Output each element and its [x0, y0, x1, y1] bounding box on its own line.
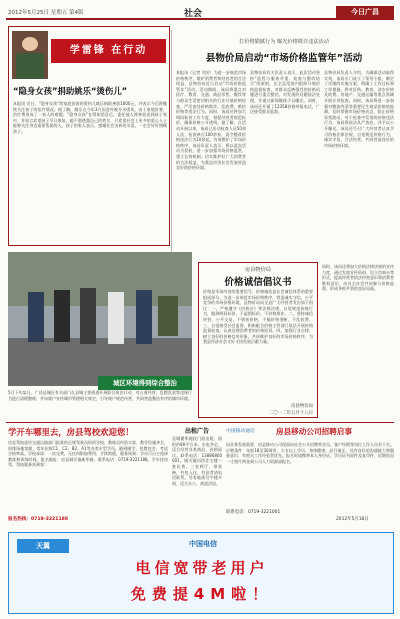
article-body-col1: 本报讯（记者 刘芳）为进一步规范市场价格秩序，维护消费者和经营者的合法权益，县物价局近日启动“市场价格监管年”活动。活动期间，该局将重点对医疗、教育、交通、商品零售、餐饮等与群众生活密切相关的行业开展价格检查，严厉查处价格欺诈、乱收费、哄抬价格等违法行为。同时，该局还将加大明码标价工作力度，督促经营者规范标价，确保价格公开透明。据了解，自活动开展以来，该局已出动检查人员50余人次，检查单位100余家，责令整改价格违法行为10余起，有效维护了市场价格秩序。该局负责人表示，将以此次活动为契机，进一步加强市场价格监管，建立长效机制，切实维护好广大消费者的合法权益，为我县经济社会发展营造良好的价格环境。 [176, 70, 246, 171]
mobile-ad-title: 房县移动公司招聘启事 [276, 427, 352, 436]
newspaper-logo: 今日广昌 [336, 6, 394, 18]
proposal-body: 价格是市场经济的重要信号，价格诚信是社会诚信体系的重要组成部分。为进一步规范市场价格秩序，营造诚实守信、公平竞争的市场价格环境，县物价局向全县广大经营者发出如下倡议：一、严格遵守《价格法》等法律法规，自觉规范价格行为，做到明码标价，不虚假标价，不价格欺诈。二、坚持诚信经营，公平交易，不哄抬价格，不搞价格垄断，不乱收费。三、自觉接受社会监督，积极配合价格主管部门依法开展价格监督检查，认真处理消费者的价格投诉。四、加强行业自律，树立良好的价格信用形象，共同维护良好的市场价格秩序，为我县经济社会又好又快发展贡献力量。 [203, 289, 313, 345]
lei-feng-portrait [12, 31, 48, 79]
header-section: 社会 [184, 9, 203, 19]
street-photo [8, 252, 192, 386]
mobile-ad-contact: 联系电话：0719-3221001 [226, 510, 281, 515]
article-title: 县物价局启动“市场价格监管年”活动 [205, 53, 363, 64]
driving-ad-phone: 报名热线：0719-3221188 [8, 517, 69, 522]
mobile-ad-date: 2012年5月18日 [336, 517, 369, 522]
right-column-body: 同时，该局还将加大价格法律法规的宣传力度，通过发放宣传资料、设立咨询台等形式，提高经营者依法经营意识和消费者维权意识，动员全社会共同参与价格监督，形成齐抓共管的良好局面。 [322, 264, 394, 292]
page-header [6, 6, 394, 20]
article-pretitle: 打价格猫腻行为 曝光价格欺诈违法活动 [239, 39, 329, 45]
telecom-brand: 中国电信 [189, 540, 217, 548]
driving-school-ad [8, 426, 168, 526]
classified-title: 出租广告 [184, 428, 209, 435]
article-body-col2: 县物价局有关负责人表示，此次活动坚持“监管与服务并重、检查与整改结合”的原则，在全县范围内组织开展价格监督检查，对群众反映强烈的价格问题进行重点整治，对发现的问题依法处理，并通过新闻媒体予以曝光。同时，该局还开通了12358价格举报电话，广泛接受群众监督。 [250, 70, 320, 115]
price-regulation-article [174, 38, 394, 258]
photo-caption: 5月下旬某日，广昌县城区有关部门在县城主要街道开展联合执法行动，对占道经营、乱摆乱放等违规行为进行清理整顿，并向商户宣传城市管理相关规定，引导商户规范经营，共同营造整洁有序的城市环境。 [8, 390, 192, 401]
left-article-body: 本报讯 近日，“隐身女孩”给家庭贫困的烫伤儿姚乐捐助善款1000元，并表示今后将继续关注孩子的治疗情况。据了解，姚乐在今年3月因意外被开水烫伤，由于家境贫寒，治疗费用成了一家人的难题。“隐身女孩”在得知消息后，委托他人将善款送到孩子家中，并留言希望孩子早日康复。她不愿透露自己的姓名，只希望社会上更多的爱心人士能够关注身边需要帮助的人。孩子的家人表示，感谢社会各界的关爱，一定会好好照顾孩子。 [13, 101, 167, 134]
telecom-tagline: 天翼 [17, 539, 69, 553]
proposal-date: 二〇一二年五月十八日 [269, 411, 313, 416]
mobile-ad-body: 因业务发展需要，房县移动公司现面向社会公开招聘营业员、客户经理等岗位工作人员若干名。应聘条件：年龄18至30周岁，大专以上学历，身体健康，品行端正，具有良好的沟通能力和服务意识，有相关工作经验者优先。报名时请携带本人身份证、学历证书原件及复印件，近期免冠一寸照片两张到公司人力资源部报名。 [226, 442, 394, 464]
price-proposal [198, 262, 318, 418]
header-date: 2012年5月25日 星期五 第4版 [8, 10, 84, 16]
left-article [8, 26, 170, 246]
classified-body: 县城繁华地段门面出租，面积约80平方米，水电齐全，适合经营各类商品，价格面议。联系电话：13886800001。城关镇河西住宅楼一套出售，三室两厅，带装修，拎包入住，有意者请电话联系。另有临街写字楼多间，适合办公，欢迎洽谈。 [172, 436, 222, 486]
classified-ad [172, 426, 222, 526]
mobile-recruit-ad [226, 426, 394, 526]
telecom-line1: 电信宽带老用户 [135, 559, 269, 577]
proposal-sign: 房县物价局 [291, 404, 313, 409]
left-article-title: “隐身女孩”捐助姚乐“烫伤儿” [13, 86, 128, 96]
lei-feng-banner: 学雷锋 在行动 [51, 39, 166, 63]
telecom-line2: 免费提4M啦！ [130, 585, 274, 603]
proposal-kicker: 房县物价局 [245, 267, 271, 273]
photo-banner: 城区环境得到综合整治 [98, 376, 192, 390]
telecom-ad [8, 532, 394, 614]
article-body-col3: 县物价局负责人介绍，为确保活动取得实效，该局专门成立了领导小组，制定了详细的实施方案，明确了工作目标和工作措施，将对医药、教育、涉农价格及收费、房地产、交通运输等重点领域开展专项检查。同时，该局将进一步加强对粮油肉菜等重要民生商品价格的监测，及时掌握市场价格动态，防止价格异常波动。对于检查中发现的价格违法行为，该局将依法从严查处，并予以公开曝光。该局还号召广大经营者认真学习价格法律法规，自觉规范价格行为，诚实守信，合法经营，共同营造良好的市场价格环境。 [324, 70, 394, 148]
driving-ad-title: 学开车哪里去，房县驾校欢迎您！ [8, 427, 134, 437]
driving-ad-body: 房县驾校是经交通运输部门批准的正规驾驶员培训学校，教练员经验丰富，教学设施齐全，训练场地宽敞，常年招收C1、C2、B2、A1等各类车型学员，随到随学，包教包会，考试合格率高。学校承诺：一次交费，无任何附加费用；手续简便，服务周到；学员可自主选择教练和训练时间。报名地址：房县城关镇新华路，联系电话：0719-3221188。学车找房驾，驾校服务真到家！ [8, 440, 168, 468]
proposal-title: 价格诚信倡议书 [224, 277, 292, 288]
mobile-brand: 中国移动通信 [226, 429, 255, 434]
